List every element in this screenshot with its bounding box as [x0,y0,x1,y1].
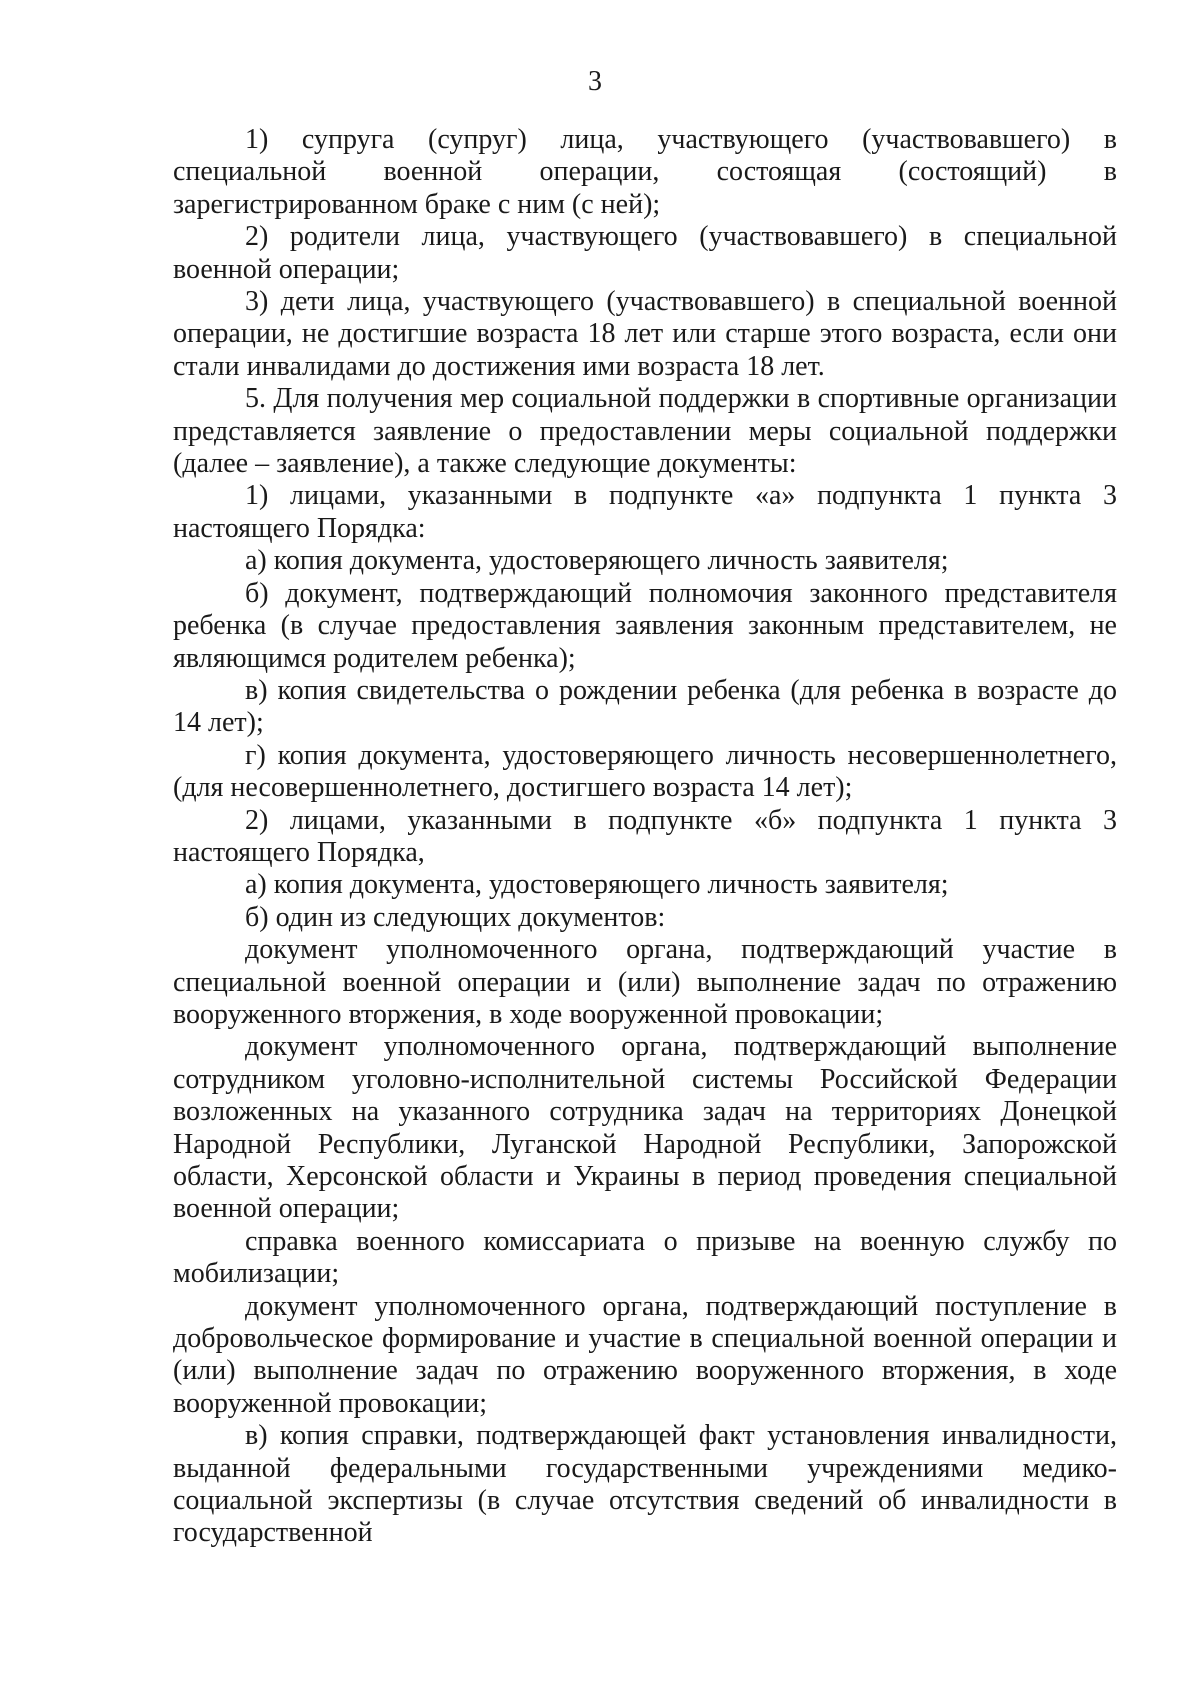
paragraph: г) копия документа, удостоверяющего личность несовершеннолетнего, (для несовершеннолетнего, достигшего возраста 14 лет); [173,739,1117,804]
paragraph: а) копия документа, удостоверяющего личность заявителя; [245,545,949,577]
document-body [173,124,1117,1550]
paragraph: а) копия документа, удостоверяющего личность заявителя; [245,869,949,901]
paragraph: 2) лицами, указанными в подпункте «б» подпункта 1 пункта 3 настоящего Порядка, [173,804,1117,868]
paragraph: б) документ, подтверждающий полномочия законного представителя ребенка (в случае предоставления заявления законным представителем, не являющимся родителем ребенка); [173,577,1117,674]
paragraph: в) копия свидетельства о рождении ребенка (для ребенка в возрасте до 14 лет); [173,674,1117,739]
paragraph: 2) родители лица, участвующего (участвовавшего) в специальной военной операции; [173,221,1117,285]
paragraph: документ уполномоченного органа, подтверждающий участие в специальной военной операции и (или) выполнение задач по отражению вооруженного вторжения, в ходе вооруженной провокации; [173,934,1117,1030]
paragraph: в) копия справки, подтверждающей факт установления инвалидности, выданной федеральными государственными учреждениями медико-социальной экспертизы (в случае отсутствия сведений об инвалидности в государственной [173,1420,1117,1549]
paragraph: справка военного комиссариата о призыве на военную службу по мобилизации; [173,1225,1117,1290]
page-number: 3 [588,66,602,97]
paragraph: б) один из следующих документов: [245,901,666,933]
paragraph: 1) лицами, указанными в подпункте «а» подпункта 1 пункта 3 настоящего Порядка: [173,480,1117,544]
paragraph: 3) дети лица, участвующего (участвовавшего) в специальной военной операции, не достигшие возраста 18 лет или старше этого возраста, если они стали инвалидами до достижения ими возраста 18 лет. [173,286,1117,382]
paragraph: документ уполномоченного органа, подтверждающий поступление в добровольческое формирование и участие в специальной военной операции и (или) выполнение задач по отражению вооруженного вторжения, в ходе вооруженной провокации; [173,1290,1117,1419]
paragraph: 5. Для получения мер социальной поддержки в спортивные организации представляется заявление о предоставлении меры социальной поддержки (далее – заявление), а также следующие документы: [173,383,1117,480]
paragraph: 1) супруга (супруг) лица, участвующего (участвовавшего) в специальной военной операции, состоящая (состоящий) в зарегистрированном браке с ним (с ней); [173,124,1117,220]
paragraph: документ уполномоченного органа, подтверждающий выполнение сотрудником уголовно-исполнительной системы Российской Федерации возложенных на указанного сотрудника задач на территориях Донецкой Народной Республики, Луганской Народной Республики, Запорожской области, Херсонской области и Украины в период проведения специальной военной операции; [173,1031,1117,1225]
